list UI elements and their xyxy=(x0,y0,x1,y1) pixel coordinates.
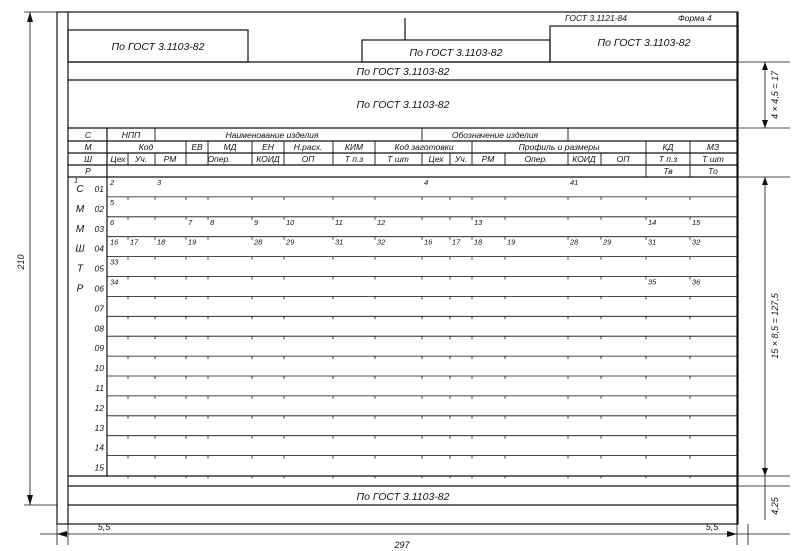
cell-number: 36 xyxy=(692,277,701,287)
cell-number: 9 xyxy=(254,217,259,227)
form-standard: ГОСТ 3.1121-84 xyxy=(565,13,628,23)
hdr-uch2: Уч. xyxy=(454,154,468,164)
hdr-rm: РМ xyxy=(163,154,177,164)
stamp-middle: По ГОСТ 3.1103-82 xyxy=(409,47,503,59)
row-prefix: М xyxy=(75,223,85,235)
hdr-oper: Опер. xyxy=(207,154,231,164)
body-labels xyxy=(74,178,701,473)
hdr-kd: КД xyxy=(662,142,674,152)
hdr-op2: ОП xyxy=(616,154,630,164)
cell-number: 32 xyxy=(377,237,386,247)
cell-number: 29 xyxy=(286,237,295,247)
row-prefix: Р xyxy=(76,283,84,295)
hdr-md: МД xyxy=(223,142,237,152)
row-number: 13 xyxy=(94,422,104,433)
hdr-n-rash: Н.расх. xyxy=(293,142,323,152)
hdr-ev: ЕВ xyxy=(191,142,203,152)
row-number: 01 xyxy=(94,184,104,194)
cell-number: 6 xyxy=(110,217,115,227)
cell-number: 41 xyxy=(570,178,579,187)
dim-margin-right: 5,5 xyxy=(705,522,719,532)
row-label-s: С xyxy=(84,130,92,140)
row-number: 15 xyxy=(94,462,104,473)
hdr-npp: НПП xyxy=(121,130,141,140)
stamp-left: По ГОСТ 3.1103-82 xyxy=(111,41,205,53)
hdr-koid2: КОИД xyxy=(572,154,596,164)
row-label-r: Р xyxy=(85,166,91,176)
dim-footer: 4,25 xyxy=(770,497,780,515)
cell-number: 8 xyxy=(210,217,215,227)
cell-number: 31 xyxy=(335,237,344,247)
hdr-kod-zag: Код заготовки xyxy=(394,142,454,152)
hdr-ceh: Цех xyxy=(110,154,126,164)
row-prefix: Т xyxy=(76,263,84,275)
row-prefix: М xyxy=(75,203,85,215)
row-label-m: М xyxy=(84,142,92,152)
cell-number: 19 xyxy=(188,237,197,247)
dim-margin-left: 5,5 xyxy=(97,522,111,532)
dim-header-rows: 4 × 4,5 = 17 xyxy=(770,70,780,120)
hdr-uch: Уч. xyxy=(134,154,148,164)
cell-number: 12 xyxy=(377,217,386,227)
cell-number: 33 xyxy=(110,257,119,267)
stamp-right: По ГОСТ 3.1103-82 xyxy=(597,37,691,49)
cell-number: 34 xyxy=(110,277,119,287)
cell-number: 14 xyxy=(648,217,657,227)
cell-number: 16 xyxy=(110,237,119,247)
cell-number: 18 xyxy=(474,237,483,247)
frame-lines xyxy=(57,12,738,524)
row-number: 10 xyxy=(94,363,104,374)
row-number: 05 xyxy=(94,263,104,274)
row-mark: 1 xyxy=(74,178,78,185)
hdr-op: ОП xyxy=(301,154,315,164)
hdr-mz: МЗ xyxy=(706,142,720,152)
hdr-oper2: Опер. xyxy=(524,154,548,164)
hdr-to: То xyxy=(708,166,718,176)
cell-number: 4 xyxy=(424,178,429,187)
row-number: 02 xyxy=(94,203,104,214)
hdr-tv: Тв xyxy=(663,166,673,176)
cell-number: 15 xyxy=(692,217,701,227)
hdr-en: ЕН xyxy=(262,142,274,152)
hdr-kod: Код xyxy=(138,142,154,152)
hdr-koid: КОИД xyxy=(256,154,280,164)
row-prefix: С xyxy=(76,184,84,195)
cell-number: 19 xyxy=(507,237,516,247)
cell-number: 17 xyxy=(130,237,139,247)
cell-number: 2 xyxy=(110,178,115,187)
cell-number: 32 xyxy=(692,237,701,247)
stamp-bottom: По ГОСТ 3.1103-82 xyxy=(356,491,450,503)
cell-number: 3 xyxy=(157,178,162,187)
stamp-block: По ГОСТ 3.1103-82 xyxy=(356,99,450,111)
hdr-name: Наименование изделия xyxy=(225,130,319,140)
cell-number: 29 xyxy=(603,237,612,247)
hdr-tsht: Т шт xyxy=(387,154,409,164)
row-prefix: Ш xyxy=(75,243,85,255)
cell-number: 18 xyxy=(157,237,166,247)
dim-width: 297 xyxy=(394,540,410,550)
dim-body-rows: 15 × 8,5 = 127,5 xyxy=(770,293,780,359)
cell-number: 28 xyxy=(570,237,579,247)
hdr-tsht2: Т шт xyxy=(702,154,724,164)
hdr-tpz: Т п.з xyxy=(344,154,364,164)
cell-number: 35 xyxy=(648,277,657,287)
stamp-strip: По ГОСТ 3.1103-82 xyxy=(356,66,450,78)
row-number: 14 xyxy=(94,442,104,453)
hdr-tpz2: Т п.з xyxy=(658,154,678,164)
row-number: 11 xyxy=(95,383,104,393)
row-number: 03 xyxy=(94,223,104,234)
row-label-sh: Ш xyxy=(84,154,92,164)
cell-number: 5 xyxy=(110,197,115,207)
form-label: Форма 4 xyxy=(678,13,712,23)
hdr-ceh2: Цех xyxy=(428,154,444,164)
dimension-lines xyxy=(24,12,790,545)
row-number: 12 xyxy=(94,402,104,413)
cell-number: 16 xyxy=(424,237,433,247)
row-number: 06 xyxy=(94,283,104,294)
hdr-kim: КИМ xyxy=(344,142,364,152)
hdr-rm2: РМ xyxy=(481,154,495,164)
body-grid xyxy=(107,197,737,479)
cell-number: 13 xyxy=(474,217,483,227)
hdr-designation: Обозначение изделия xyxy=(451,130,539,140)
row-number: 07 xyxy=(94,303,104,314)
row-number: 04 xyxy=(94,243,104,254)
cell-number: 31 xyxy=(648,237,657,247)
cell-number: 11 xyxy=(335,217,343,227)
dim-height: 210 xyxy=(16,254,26,270)
cell-number: 10 xyxy=(286,217,295,227)
cell-number: 7 xyxy=(188,217,193,227)
row-number: 08 xyxy=(94,323,104,334)
cell-number: 17 xyxy=(452,237,461,247)
hdr-profile: Профиль и размеры xyxy=(518,142,600,152)
dimension-arrows xyxy=(27,12,768,537)
row-number: 09 xyxy=(94,343,104,354)
cell-number: 28 xyxy=(254,237,263,247)
